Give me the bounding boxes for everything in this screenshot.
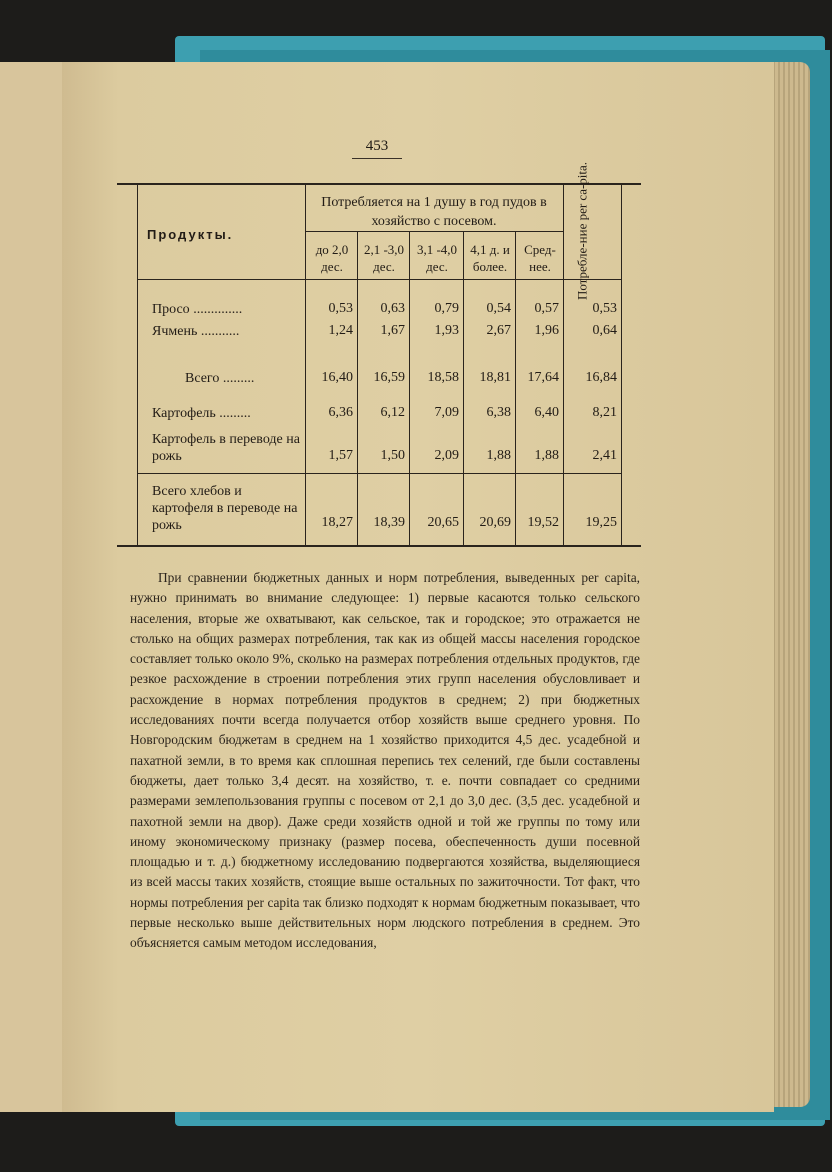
- page-number: 453: [365, 138, 389, 154]
- table-col-divider: [463, 231, 464, 545]
- table-cell: 1,50: [380, 448, 405, 463]
- column-header: до 2,0 дес.: [315, 242, 349, 274]
- table-cell: 17,64: [527, 370, 559, 385]
- table-cell: 1,57: [328, 448, 353, 463]
- group-header: Потребляется на 1 душу в год пудов в хозяйство с посевом.: [321, 195, 547, 229]
- table-cell: 1,93: [434, 323, 459, 338]
- body-paragraph: [130, 568, 640, 954]
- table-cell: 0,57: [534, 301, 559, 316]
- table-cell: 18,27: [321, 515, 353, 530]
- table-cell: 1,88: [534, 448, 559, 463]
- table-cell: 6,36: [328, 405, 353, 420]
- column-header: 3,1 -4,0 дес.: [416, 242, 458, 274]
- row-label: Картофель в переводе на рожь: [152, 432, 300, 464]
- table-cell: 8,21: [592, 405, 617, 420]
- products-header: Продукты.: [147, 227, 234, 242]
- table-cell: 0,53: [592, 301, 617, 316]
- total-rule: [137, 473, 621, 474]
- column-header: 2,1 -3,0 дес.: [363, 242, 405, 274]
- consumption-table: [117, 161, 641, 548]
- body-text: При сравнении бюджетных данных и норм потребления, выведенных per capita, нужно принимать во внимание следующее: 1) первые касаются только сельского населения, вторые же охватывают, как сельское, так и городское; это отражается не столько на общих размерах потребления, так как из общей массы населения городское составляет только около 9%, сколько на размерах потребления отдельных продуктов, где резкое расхождение в строении потребления этих групп населения обусловливает и расхождение в нормах потребления продуктов в среднем; 2) при бюджетных исследованиях почти всегда получается отбор хозяйств выше среднего уровня. По Новгородским бюджетам в среднем на 1 хозяйство приходится 4,5 дес. усадебной и пахатной земли, в то время как сплошная перепись тех селений, где были составлены бюджеты, дает только 3,4 десят. на хозяйство, т. е. почти совпадает со средними размерами землепользования группы с посевом от 2,1 до 3,0 дес. (3,5 дес. усадебной и пахотной земли на двор). Даже среди хозяйств одной и той же группы по тому или иному экономическому признаку (размер посева, обеспеченность души посевной площадью и т. д.) бюджетному исследованию подвергаются хозяйства, выделяющиеся из всей массы таких хозяйств, стоящие выше остальных по зажиточности. Тот факт, что нормы потребления per capita так близко подходят к нормам бюджетным показывает, что первые несколько выше действительных норм людского потребления в среднем. Это объясняется самым методом исследования,: [130, 570, 640, 951]
- page-number-underline: [352, 158, 402, 159]
- table-col-divider: [357, 231, 358, 545]
- table-cell: 20,69: [479, 515, 511, 530]
- table-left-border: [137, 185, 138, 545]
- table-cell: 1,67: [380, 323, 405, 338]
- table-cell: 6,12: [380, 405, 405, 420]
- table-cell: 16,40: [321, 370, 353, 385]
- row-label: Всего хлебов и картофеля в переводе на рожь: [152, 484, 298, 533]
- column-header: 4,1 д. и более.: [470, 242, 510, 274]
- table-bottom-rule: [117, 545, 641, 547]
- table-cell: 19,52: [527, 515, 559, 530]
- table-cell: 18,39: [373, 515, 405, 530]
- table-cell: 16,59: [373, 370, 405, 385]
- row-label: Картофель .........: [152, 406, 251, 421]
- header-bottom-rule: [137, 279, 621, 280]
- column-header: Сред-нее.: [524, 242, 556, 274]
- table-cell: 0,79: [434, 301, 459, 316]
- table-col-divider: [515, 231, 516, 545]
- table-cell: 2,09: [434, 448, 459, 463]
- table-cell: 18,58: [427, 370, 459, 385]
- table-col-divider: [409, 231, 410, 545]
- row-label: Всего .........: [185, 371, 255, 386]
- table-cell: 18,81: [479, 370, 511, 385]
- row-label: Ячмень ...........: [152, 324, 240, 339]
- table-cell: 2,67: [486, 323, 511, 338]
- left-page-edge: [0, 62, 64, 1112]
- table-cell: 6,38: [486, 405, 511, 420]
- table-cell: 0,63: [380, 301, 405, 316]
- table-cell: 16,84: [585, 370, 617, 385]
- table-cell: 6,40: [534, 405, 559, 420]
- table-cell: 0,64: [592, 323, 617, 338]
- table-cell: 0,54: [486, 301, 511, 316]
- table-cell: 2,41: [592, 448, 617, 463]
- table-col-divider: [563, 185, 564, 545]
- table-cell: 20,65: [427, 515, 459, 530]
- table-cell: 19,25: [585, 515, 617, 530]
- table-cell: 1,96: [534, 323, 559, 338]
- table-cell: 7,09: [434, 405, 459, 420]
- per-capita-header: Потребле-ние per ca-pita.: [574, 161, 590, 301]
- table-cell: 0,53: [328, 301, 353, 316]
- table-cell: 1,24: [328, 323, 353, 338]
- table-cell: 1,88: [486, 448, 511, 463]
- header-mid-rule: [305, 231, 563, 232]
- row-label: Просо ..............: [152, 302, 243, 317]
- table-right-border: [621, 185, 622, 545]
